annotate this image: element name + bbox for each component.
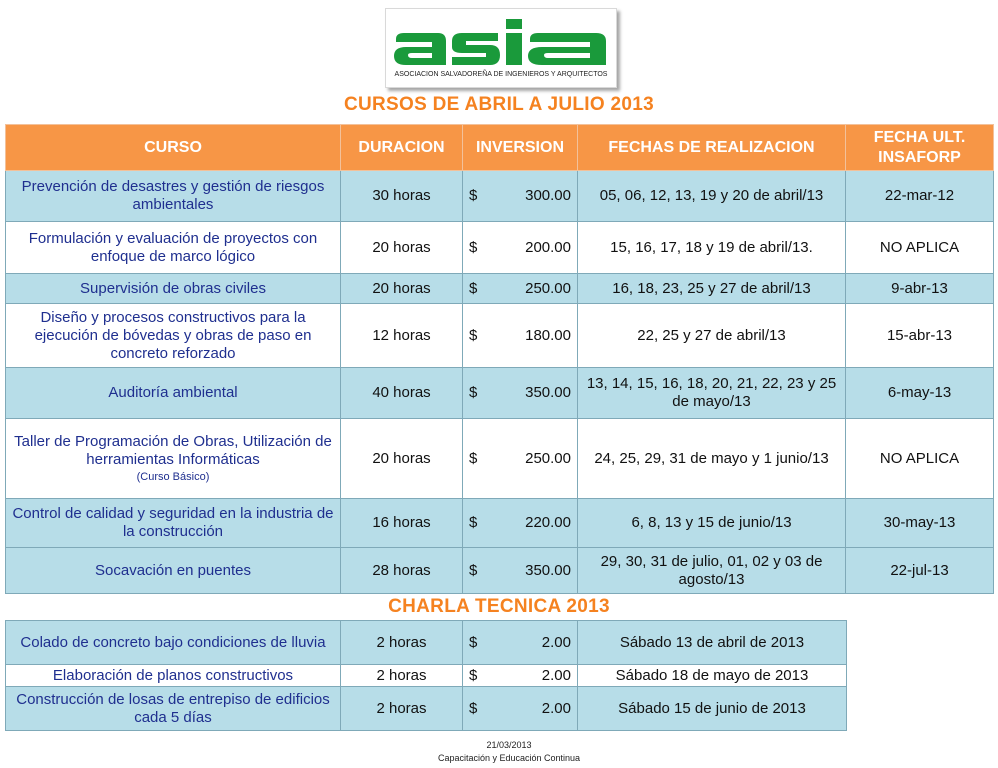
course-note: (Curso Básico) xyxy=(136,470,210,483)
charla-row xyxy=(6,621,847,665)
currency-symbol: $ xyxy=(469,514,478,531)
price-amount: 180.00 xyxy=(525,326,571,344)
currency-symbol: $ xyxy=(469,633,478,651)
course-duration: 20 horas xyxy=(341,419,463,499)
course-price xyxy=(463,419,578,499)
course-row xyxy=(6,499,994,548)
charla-price xyxy=(463,621,578,665)
charla-title: CHARLA TECNICA 2013 xyxy=(388,596,610,617)
header-fecha-ult xyxy=(846,125,994,171)
currency-symbol: $ xyxy=(469,238,478,256)
course-price xyxy=(463,368,578,419)
header-fechas: FECHAS DE REALIZACION xyxy=(578,125,846,171)
course-insaforp-date: 6-may-13 xyxy=(846,368,994,419)
course-name: Socavación en puentes xyxy=(6,548,341,594)
course-price xyxy=(463,222,578,274)
charla-duration: 2 horas xyxy=(341,665,463,687)
course-row xyxy=(6,548,994,594)
price-amount: 350.00 xyxy=(525,384,571,401)
course-insaforp-date: NO APLICA xyxy=(846,419,994,499)
currency-symbol: $ xyxy=(469,326,478,344)
course-name: Control de calidad y seguridad en la industria de la construcción xyxy=(6,499,341,548)
price-amount: 350.00 xyxy=(525,561,571,579)
course-duration: 20 horas xyxy=(341,274,463,304)
course-name: Prevención de desastres y gestión de riesgos ambientales xyxy=(6,171,341,222)
course-row xyxy=(6,222,994,274)
course-dates: 16, 18, 23, 25 y 27 de abril/13 xyxy=(578,274,846,304)
footer-date: 21/03/2013 xyxy=(486,740,532,750)
course-duration: 16 horas xyxy=(341,499,463,548)
course-insaforp-date: 22-mar-12 xyxy=(846,171,994,222)
course-duration: 12 horas xyxy=(341,304,463,368)
header-fecha-ult-line2: INSAFORP xyxy=(878,148,961,166)
course-dates: 13, 14, 15, 16, 18, 20, 21, 22, 23 y 25 de mayo/13 xyxy=(578,368,846,419)
price-amount: 2.00 xyxy=(541,699,571,717)
price-amount: 250.00 xyxy=(525,279,571,297)
course-dates: 15, 16, 17, 18 y 19 de abril/13. xyxy=(578,222,846,274)
course-insaforp-date: 22-jul-13 xyxy=(846,548,994,594)
course-row xyxy=(6,419,994,499)
course-name: Formulación y evaluación de proyectos con enfoque de marco lógico xyxy=(6,222,341,274)
course-price xyxy=(463,304,578,368)
course-duration: 28 horas xyxy=(341,548,463,594)
currency-symbol: $ xyxy=(469,699,478,717)
course-name-cell xyxy=(6,419,341,499)
course-duration: 20 horas xyxy=(341,222,463,274)
page-title: CURSOS DE ABRIL A JULIO 2013 xyxy=(343,94,654,115)
header-duracion: DURACION xyxy=(341,125,463,171)
course-name: Taller de Programación de Obras, Utilización de herramientas Informáticas xyxy=(14,432,332,468)
header-inversion: INVERSION xyxy=(463,125,578,171)
currency-symbol: $ xyxy=(469,279,478,297)
footer-department: Capacitación y Educación Continua xyxy=(437,753,581,763)
logo-subtitle: ASOCIACION SALVADOREÑA DE INGENIEROS Y ARQUITECTOS xyxy=(394,71,608,78)
asia-logo xyxy=(385,8,617,88)
course-dates: 29, 30, 31 de julio, 01, 02 y 03 de agosto/13 xyxy=(578,548,846,594)
course-row xyxy=(6,304,994,368)
charla-duration: 2 horas xyxy=(341,687,463,731)
course-row xyxy=(6,274,994,304)
price-amount: 300.00 xyxy=(525,187,571,204)
course-insaforp-date: 15-abr-13 xyxy=(846,304,994,368)
courses-table xyxy=(5,124,994,594)
course-duration: 30 horas xyxy=(341,171,463,222)
currency-symbol: $ xyxy=(469,449,478,467)
currency-symbol: $ xyxy=(469,666,478,684)
charla-date: Sábado 15 de junio de 2013 xyxy=(578,687,847,731)
price-amount: 2.00 xyxy=(541,633,571,651)
course-name: Auditoría ambiental xyxy=(6,368,341,419)
course-dates: 05, 06, 12, 13, 19 y 20 de abril/13 xyxy=(578,171,846,222)
charlas-table xyxy=(5,620,847,731)
charla-price xyxy=(463,687,578,731)
course-insaforp-date: 9-abr-13 xyxy=(846,274,994,304)
course-dates: 22, 25 y 27 de abril/13 xyxy=(578,304,846,368)
currency-symbol: $ xyxy=(469,384,478,401)
charla-date: Sábado 13 de abril de 2013 xyxy=(578,621,847,665)
price-amount: 2.00 xyxy=(541,666,571,684)
course-dates: 6, 8, 13 y 15 de junio/13 xyxy=(578,499,846,548)
course-price xyxy=(463,171,578,222)
course-insaforp-date: 30-may-13 xyxy=(846,499,994,548)
price-amount: 220.00 xyxy=(525,514,571,531)
charla-row xyxy=(6,665,847,687)
course-duration: 40 horas xyxy=(341,368,463,419)
charla-name: Elaboración de planos constructivos xyxy=(6,665,341,687)
charla-date: Sábado 18 de mayo de 2013 xyxy=(578,665,847,687)
course-name: Diseño y procesos constructivos para la ejecución de bóvedas y obras de paso en concreto reforzado xyxy=(6,304,341,368)
course-price xyxy=(463,274,578,304)
charla-name: Construcción de losas de entrepiso de edificios cada 5 días xyxy=(6,687,341,731)
currency-symbol: $ xyxy=(469,187,478,204)
charla-price xyxy=(463,665,578,687)
course-price xyxy=(463,499,578,548)
header-fecha-ult-line1: FECHA ULT. xyxy=(873,128,966,146)
charla-duration: 2 horas xyxy=(341,621,463,665)
course-insaforp-date: NO APLICA xyxy=(846,222,994,274)
header-curso: CURSO xyxy=(6,125,341,171)
course-row xyxy=(6,171,994,222)
charla-name: Colado de concreto bajo condiciones de lluvia xyxy=(6,621,341,665)
charla-row xyxy=(6,687,847,731)
price-amount: 250.00 xyxy=(525,449,571,467)
course-price xyxy=(463,548,578,594)
course-row xyxy=(6,368,994,419)
price-amount: 200.00 xyxy=(525,238,571,256)
course-dates: 24, 25, 29, 31 de mayo y 1 junio/13 xyxy=(578,419,846,499)
asia-wordmark xyxy=(386,9,616,71)
courses-header-row xyxy=(6,125,994,171)
course-name: Supervisión de obras civiles xyxy=(6,274,341,304)
currency-symbol: $ xyxy=(469,561,478,579)
